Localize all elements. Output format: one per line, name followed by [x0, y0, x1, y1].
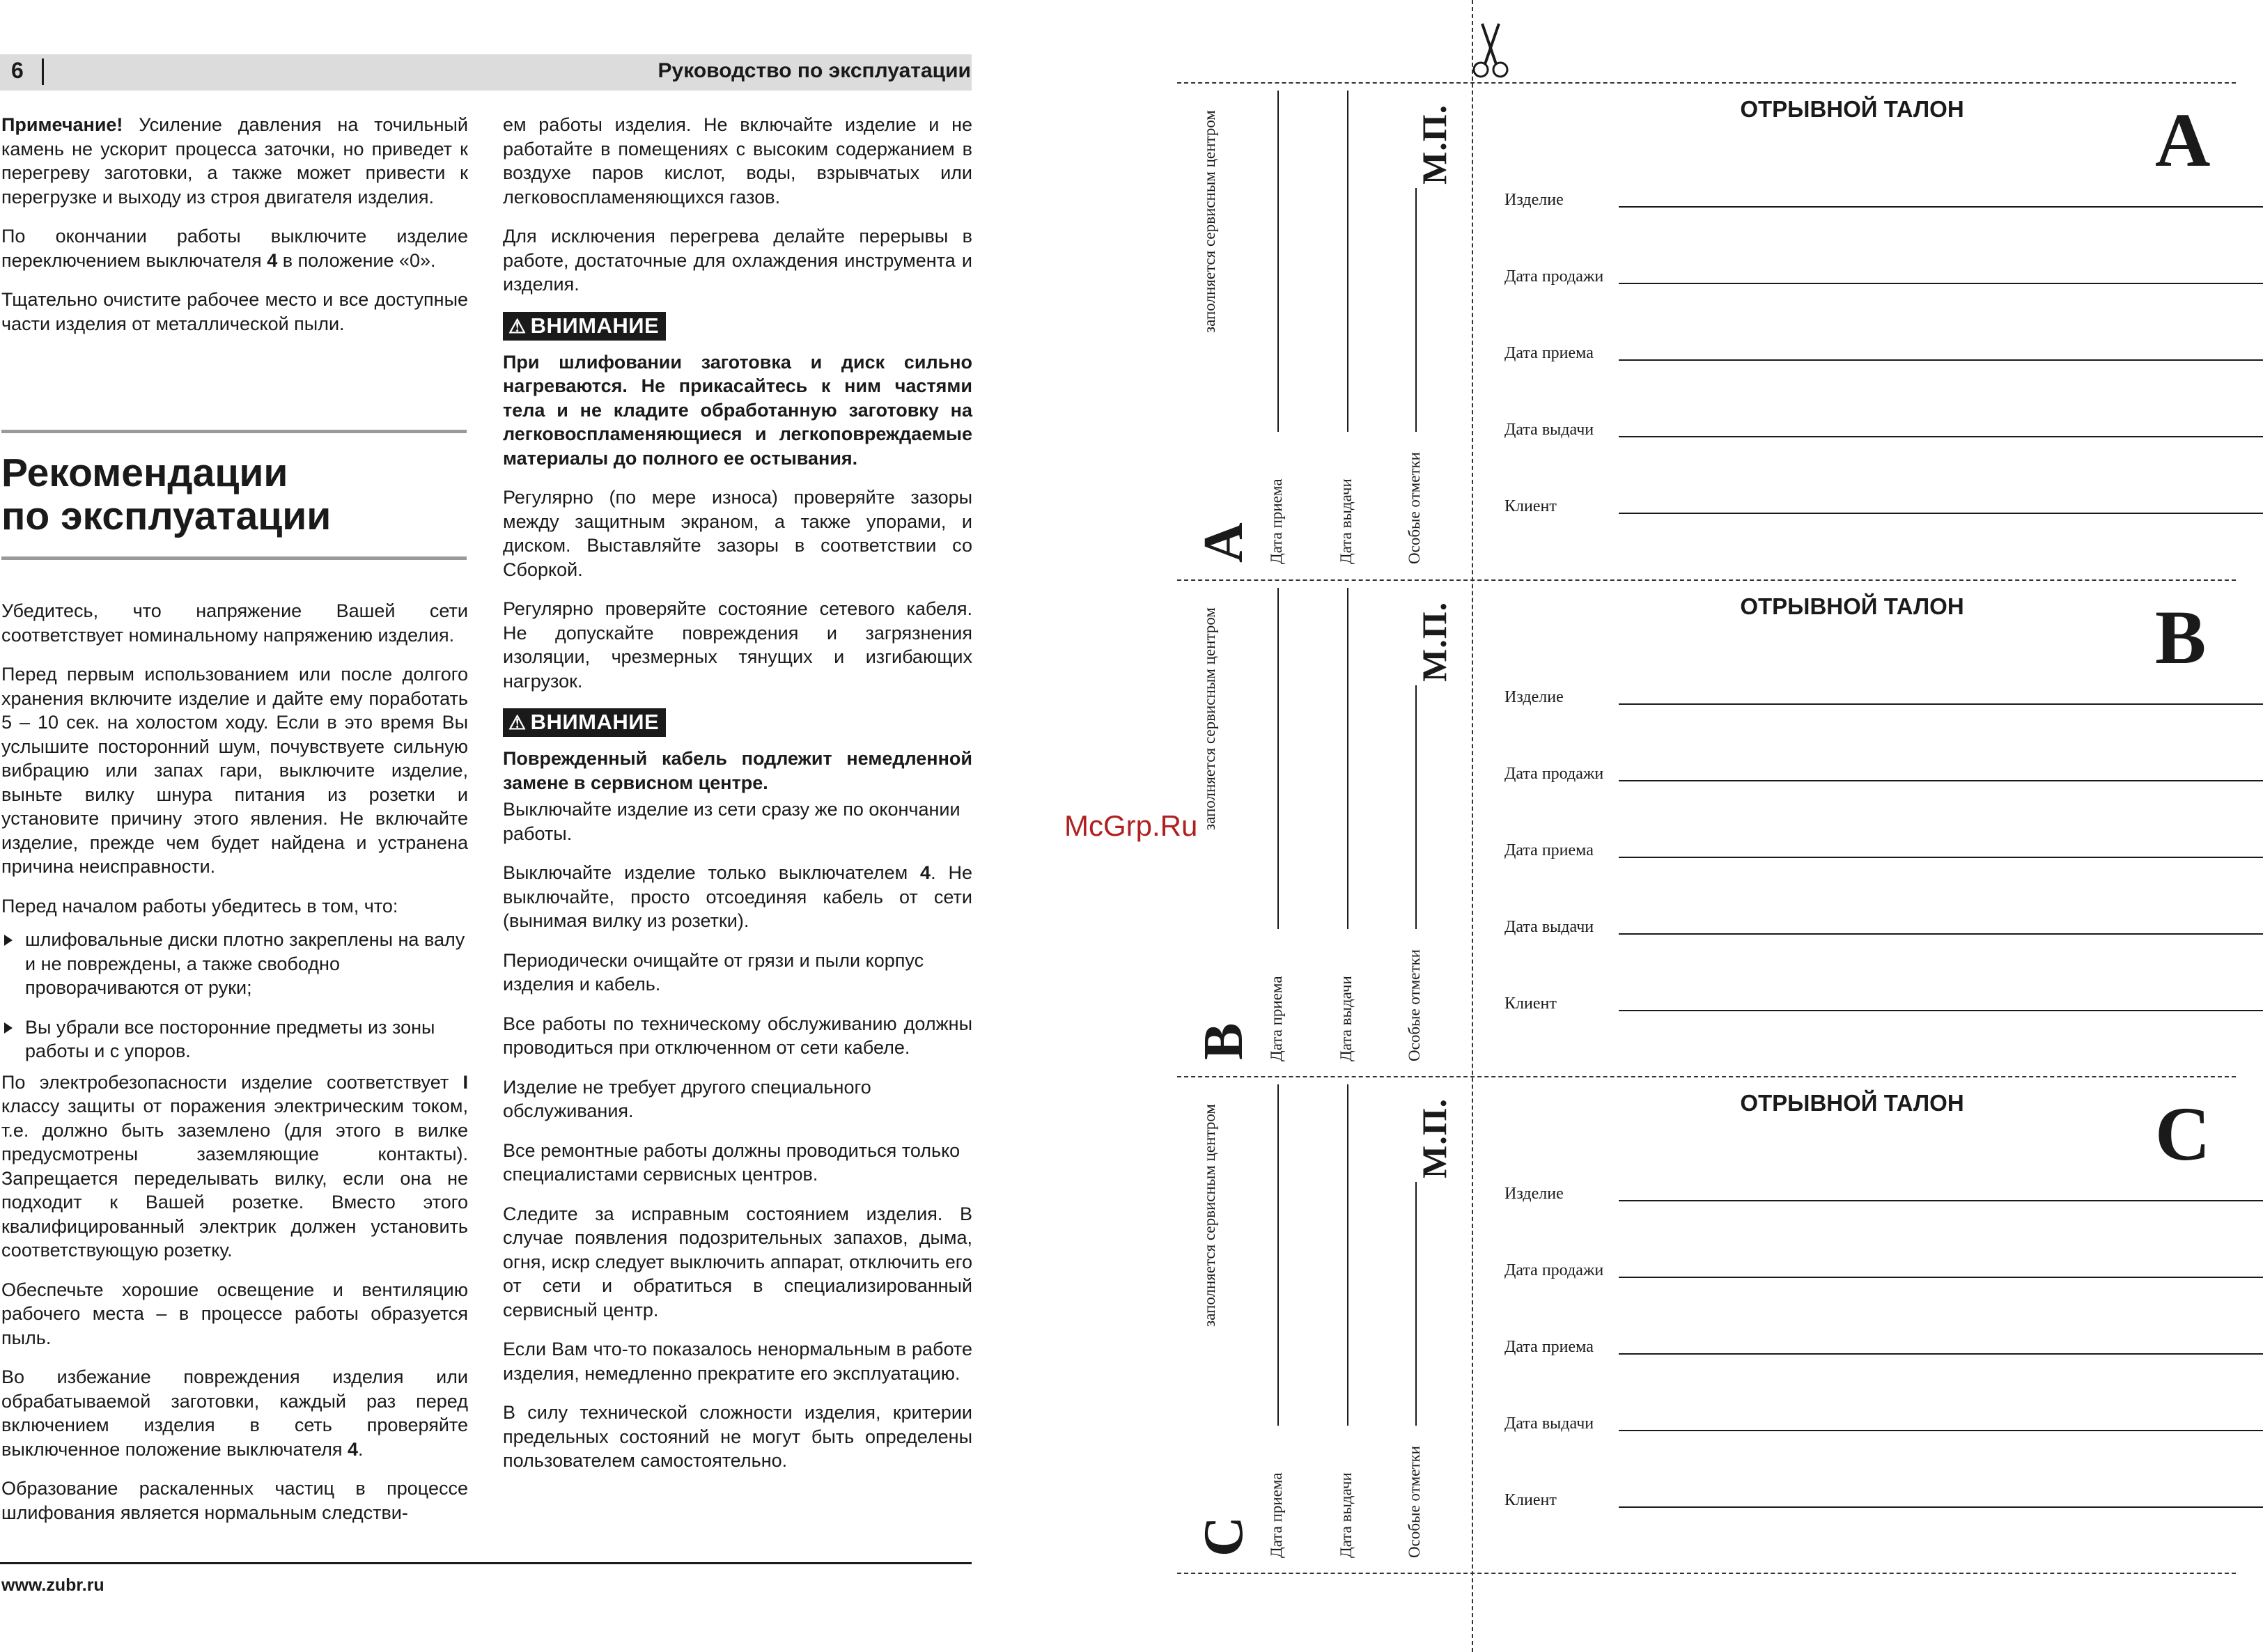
stub-letter: B: [1193, 1022, 1254, 1060]
text-span: По окончании работы выключите изделие переключением выключателя: [1, 226, 468, 271]
paragraph: [503, 861, 972, 933]
field-line[interactable]: [1619, 933, 2263, 935]
field-label-receive-date: Дата приема: [1504, 344, 1594, 362]
warning-badge-row: [503, 312, 972, 341]
text-span: По электробезопасности изделие соответствует: [1, 1071, 463, 1093]
field-line[interactable]: [1619, 780, 2263, 781]
paragraph: Для исключения перегрева делайте перерывы в работе, достаточные для охлаждения инструмента и изделия.: [503, 226, 972, 295]
paragraph: Убедитесь, что напряжение Вашей сети соответствует номинальному напряжению изделия.: [1, 600, 468, 646]
paragraph: Образование раскаленных частиц в процессе шлифования является нормальным следстви-: [1, 1478, 468, 1523]
column-2: [503, 113, 972, 1488]
field-line[interactable]: [1619, 857, 2263, 858]
stub-date-issued: Дата выдачи: [1337, 1472, 1355, 1558]
stub-date-issued: Дата выдачи: [1337, 976, 1355, 1061]
section-title-line: по эксплуатации: [1, 494, 332, 538]
field-label-sale-date: Дата продажи: [1504, 1261, 1604, 1279]
field-label-product: Изделие: [1504, 191, 1564, 209]
paragraph: В силу технической сложности изделия, критерии предельных состояний не могут быть определены пользователем самостоятельно.: [503, 1402, 972, 1471]
list-item: шлифовальные диски плотно закреплены на валу и не повреждены, а также свободно проворачиваются от руки;: [1, 928, 468, 1000]
field-line[interactable]: [1619, 1430, 2263, 1431]
note-paragraph: [1, 113, 468, 209]
paragraph: [1, 1070, 468, 1263]
stub-special-marks: Особые отметки: [1406, 949, 1423, 1061]
text-span: Во избежание повреждения изделия или обрабатываемой заготовки, каждый раз перед включением изделия в сеть проверяйте выключенное положение выключателя: [1, 1366, 468, 1460]
text-span: . Не выключайте, просто отсоединяя кабель от сети (вынимая вилку из розетки).: [503, 862, 972, 931]
coupon-title: ОТРЫВНОЙ ТАЛОН: [1740, 96, 1964, 122]
paragraph: Изделие не требует другого специального обслуживания.: [503, 1076, 871, 1121]
stub-stamp: М.П.: [1415, 601, 1454, 682]
field-label-receive-date: Дата приема: [1504, 1338, 1594, 1356]
header-separator: [42, 59, 44, 85]
field-label-product: Изделие: [1504, 688, 1564, 706]
list-item: Вы убрали все посторонние предметы из зоны работы и с упоров.: [1, 1015, 468, 1063]
footer-url: www.zubr.ru: [1, 1575, 104, 1595]
field-line[interactable]: [1619, 1010, 2263, 1011]
footer-rule: [0, 1562, 972, 1564]
warning-text: Поврежденный кабель подлежит немедленной замене в сервисном центре.: [503, 748, 972, 793]
coupon-title: ОТРЫВНОЙ ТАЛОН: [1740, 593, 1964, 619]
paragraph: [1, 224, 468, 272]
field-line[interactable]: [1619, 703, 2263, 705]
text-span: классу защиты от поражения электрическим током, т.е. должно быть заземлено (для этого в вилке предусмотрены заземляющие контакты). Запрещается переделывать вилку, если она не подходит к Вашей розетке. Вместо этого квалифицированный электрик должен установить соответствующую розетку.: [1, 1096, 468, 1261]
coupon-c: [1472, 1076, 2239, 1573]
stub-stamp: М.П.: [1415, 1098, 1454, 1178]
coupon-letter: A: [2155, 98, 2211, 182]
column-1-top: [1, 113, 468, 351]
coupon-title: ОТРЫВНОЙ ТАЛОН: [1740, 1090, 1964, 1116]
paragraph: [1, 1365, 468, 1461]
field-line[interactable]: [1619, 1506, 2263, 1508]
stub-line: [1277, 588, 1279, 929]
column-1-bottom: [1, 599, 468, 1540]
section-title: [1, 451, 331, 538]
switch-number: 4: [920, 862, 931, 883]
field-label-sale-date: Дата продажи: [1504, 765, 1604, 783]
coupon-letter: B: [2155, 595, 2207, 680]
warning-icon: ⚠: [508, 315, 527, 337]
field-label-product: Изделие: [1504, 1185, 1564, 1203]
watermark: McGrp.Ru: [1064, 809, 1198, 842]
paragraph: Перед началом работы убедитесь в том, что:: [1, 895, 398, 917]
stub-service-note: заполняется сервисным центром: [1201, 1104, 1218, 1327]
paragraph: Выключайте изделие из сети сразу же по окончании работы.: [503, 799, 961, 844]
stub-date-issued: Дата выдачи: [1337, 478, 1355, 564]
warning-icon: ⚠: [508, 712, 527, 733]
field-label-receive-date: Дата приема: [1504, 841, 1594, 859]
stub-line: [1277, 1084, 1279, 1426]
stub-special-marks: Особые отметки: [1406, 1446, 1423, 1558]
warning-badge-row: [503, 708, 972, 737]
paragraph: Периодически очищайте от грязи и пыли корпус изделия и кабель.: [503, 949, 924, 995]
paragraph: Все ремонтные работы должны проводиться только специалистами сервисных центров.: [503, 1139, 961, 1185]
field-line[interactable]: [1619, 1200, 2263, 1201]
page-number: 6: [11, 58, 24, 83]
field-label-issue-date: Дата выдачи: [1504, 421, 1594, 439]
stub-date-received: Дата приема: [1268, 976, 1285, 1061]
stub-line: [1277, 91, 1279, 432]
stub-line: [1415, 188, 1417, 432]
coupon-b: [1472, 579, 2239, 1077]
scissors-icon: [1471, 21, 1510, 83]
stub-line: [1347, 1084, 1348, 1426]
paragraph: Все работы по техническому обслуживанию должны проводиться при отключенном от сети кабеле.: [503, 1013, 972, 1058]
stub-letter: C: [1193, 1516, 1254, 1557]
field-line[interactable]: [1619, 436, 2263, 437]
text-span: .: [357, 1438, 364, 1460]
warning-text: При шлифовании заготовка и диск сильно нагреваются. Не прикасайтесь к ним частями тела и не кладите обработанную заготовку на легковоспламеняющиеся и легкоповреждаемые материалы до полного ее остывания.: [503, 351, 972, 469]
field-line[interactable]: [1619, 206, 2263, 208]
paragraph: Регулярно (по мере износа) проверяйте зазоры между защитным экраном, а также упорами, и диском. Выставляйте зазоры в соответствии со Сборкой.: [503, 487, 972, 580]
stub-line: [1347, 91, 1348, 432]
stub-line: [1415, 1182, 1417, 1426]
stub-line: [1347, 588, 1348, 929]
switch-number: 4: [347, 1438, 358, 1460]
protection-class: I: [462, 1071, 468, 1093]
field-line[interactable]: [1619, 1353, 2263, 1355]
warning-label: ВНИМАНИЕ: [530, 313, 660, 338]
field-label-sale-date: Дата продажи: [1504, 267, 1604, 286]
field-label-client: Клиент: [1504, 995, 1557, 1013]
stub-special-marks: Особые отметки: [1406, 452, 1423, 564]
field-label-client: Клиент: [1504, 497, 1557, 515]
paragraph: ем работы изделия. Не включайте изделие и не работайте в помещениях с высоким содержанием в воздухе паров кислот, воды, взрывчатых или легковоспламеняющихся газов.: [503, 114, 972, 208]
paragraph: Если Вам что-то показалось ненормальным в работе изделия, немедленно прекратите его эксплуатацию.: [503, 1339, 972, 1384]
stub-date-received: Дата приема: [1268, 1472, 1285, 1558]
note-label: Примечание!: [1, 114, 123, 135]
page-title: Руководство по эксплуатации: [658, 59, 971, 82]
section-rule-top: [1, 430, 467, 433]
switch-number: 4: [267, 249, 278, 271]
warning-badge: [503, 312, 666, 341]
stub-stamp: М.П.: [1415, 104, 1454, 185]
coupon-letter: C: [2155, 1091, 2211, 1176]
stub-letter: A: [1193, 522, 1254, 563]
field-label-issue-date: Дата выдачи: [1504, 918, 1594, 936]
field-label-issue-date: Дата выдачи: [1504, 1415, 1594, 1433]
field-label-client: Клиент: [1504, 1491, 1557, 1509]
stub-date-received: Дата приема: [1268, 478, 1285, 564]
stub-line: [1415, 685, 1417, 929]
section-rule-bottom: [1, 556, 467, 560]
stub-service-note: заполняется сервисным центром: [1201, 607, 1218, 830]
field-line[interactable]: [1619, 513, 2263, 514]
stub-service-note: заполняется сервисным центром: [1201, 110, 1218, 333]
note-text: Усиление давления на точильный камень не ускорит процесса заточки, но приведет к перегреву заготовки, а также может привести к перегрузке и выходу из строя двигателя изделия.: [1, 114, 468, 208]
section-title-line: Рекомендации: [1, 451, 288, 495]
field-line[interactable]: [1619, 359, 2263, 361]
text-span: Выключайте изделие только выключателем: [503, 862, 921, 883]
paragraph: Тщательно очистите рабочее место и все доступные части изделия от металлической пыли.: [1, 289, 468, 334]
text-span: в положение «0».: [277, 249, 436, 271]
paragraph: Обеспечьте хорошие освещение и вентиляцию рабочего места – в процессе работы образуется пыль.: [1, 1279, 468, 1348]
coupon-a: [1472, 82, 2239, 579]
paragraph: Перед первым использованием или после долгого хранения включите изделие и дайте ему поработать 5 – 10 сек. на холостом ходу. Если в это время Вы услышите посторонний шум, почувствуете сильную вибрацию или запах гари, выключите изделие, выньте вилку шнура питания из розетки и установите причину этого явления. Не включайте изделие, прежде чем будет найдена и устранена причина неисправности.: [1, 664, 468, 877]
warning-badge: [503, 708, 666, 737]
warning-label: ВНИМАНИЕ: [530, 710, 660, 734]
field-line[interactable]: [1619, 283, 2263, 284]
field-line[interactable]: [1619, 1277, 2263, 1278]
paragraph: Следите за исправным состоянием изделия. В случае появления подозрительных запахов, дыма, огня, искр следует выключить аппарат, отключить его от сети и обратиться в специализированный сервисный центр.: [503, 1203, 972, 1320]
paragraph: Регулярно проверяйте состояние сетевого кабеля. Не допускайте повреждения и загрязнения изоляции, чрезмерных тянущих и изгибающих нагрузок.: [503, 598, 972, 692]
